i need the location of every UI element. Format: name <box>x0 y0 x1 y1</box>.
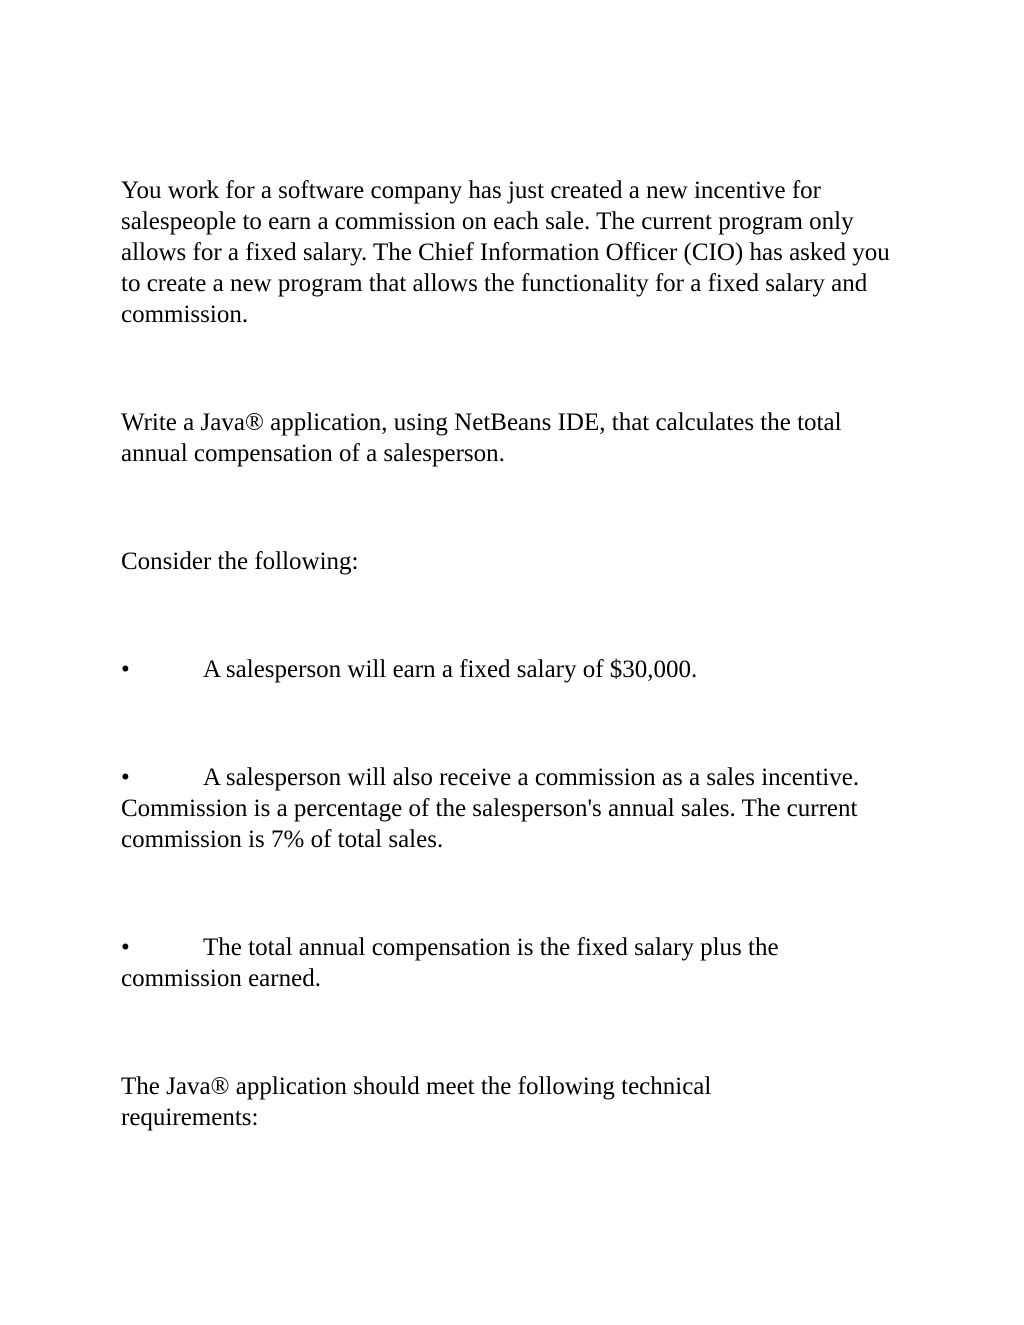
bullet-text: A salesperson will earn a fixed salary of $30,000. <box>203 656 698 683</box>
bullet-item-2 <box>121 762 911 855</box>
bullet-marker: • <box>121 656 130 683</box>
consider-heading: Consider the following: <box>121 548 359 575</box>
bullet-marker: • <box>121 934 130 961</box>
bullet-text: A salesperson will also receive a commission as a sales incentive. Commission is a percentage of the salesperson's annual sales. The current commission is 7% of total sales. <box>121 764 860 853</box>
bullet-item-3 <box>121 932 881 994</box>
bullet-item-1 <box>121 654 911 685</box>
task-paragraph: Write a Java® application, using NetBeans IDE, that calculates the total annual compensation of a salesperson. <box>121 409 842 467</box>
bullet-marker: • <box>121 764 130 791</box>
bullet-text: The total annual compensation is the fixed salary plus the commission earned. <box>121 934 779 992</box>
intro-paragraph: You work for a software company has just created a new incentive for salespeople to earn a commission on each sale. The current program only allows for a fixed salary. The Chief Information Officer (CIO) has asked you to create a new program that allows the functionality for a fixed salary and commission. <box>121 177 890 328</box>
requirements-paragraph: The Java® application should meet the following technical requirements: <box>121 1073 712 1131</box>
